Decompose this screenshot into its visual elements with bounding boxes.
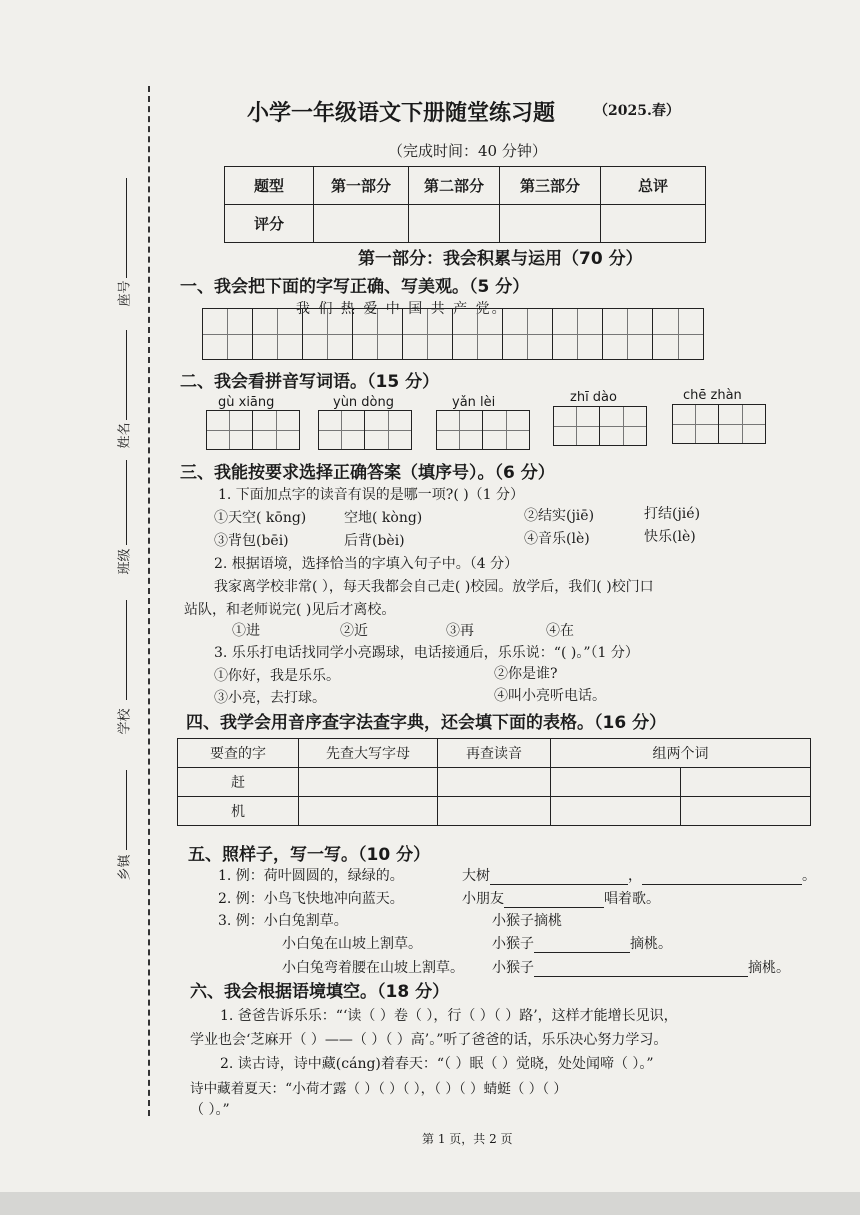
pinyin-grid-5[interactable]	[672, 404, 766, 444]
exam-title: 小学一年级语文下册随堂练习题	[247, 100, 556, 126]
answer-cell[interactable]	[299, 797, 438, 826]
q3-s2-opt: ①进	[232, 623, 260, 639]
q5-e3c: 小白兔弯着腰在山坡上割草。	[282, 960, 464, 976]
score-cell[interactable]	[409, 205, 500, 243]
answer-cell[interactable]	[551, 797, 681, 826]
lookup-header: 要查的字	[178, 739, 299, 768]
pinyin-grid-2[interactable]	[318, 410, 412, 450]
q5-e3-ans: 小猴子摘桃	[492, 913, 562, 929]
lookup-char: 赶	[178, 768, 299, 797]
q3-opt: ②结实(jiē)	[524, 508, 595, 524]
q3-opt: 空地( kòng)	[344, 510, 423, 526]
part1-title: 第一部分：我会积累与运用（70 分）	[358, 249, 643, 269]
q3-s3-opt: ③小亮，去打球。	[214, 690, 326, 706]
lookup-header: 先查大写字母	[299, 739, 438, 768]
q6-line1: 1. 爸爸告诉乐乐：“‘读（ ）卷（ ），行（ ）（ ）路’，这样才能增长见识，	[220, 1008, 678, 1024]
page-edge-shadow	[0, 1192, 860, 1215]
q3-s3-opt: ②你是谁?	[494, 666, 558, 682]
pinyin-3: yǎn lèi	[452, 395, 496, 410]
q3-s3: 3. 乐乐打电话找同学小亮踢球，电话接通后，乐乐说：“( )。”（1 分）	[214, 645, 639, 661]
q6-line3: 2. 读古诗，诗中藏(cáng)着春天：“（ ）眠（ ）觉晓，处处闻啼（ ）。”	[220, 1056, 654, 1072]
seat-label: 座号	[117, 280, 133, 307]
lookup-header: 再查读音	[438, 739, 551, 768]
q1-title: 一、我会把下面的字写正确、写美观。（5 分）	[180, 277, 530, 297]
answer-cell[interactable]	[551, 768, 681, 797]
q6-title: 六、我会根据语境填空。（18 分）	[190, 982, 450, 1002]
q5-e2: 2. 例：小鸟飞快地冲向蓝天。	[218, 891, 404, 907]
name-label: 姓名	[117, 422, 133, 449]
score-row-label: 评分	[225, 205, 314, 243]
pinyin-grid-1[interactable]	[206, 410, 300, 450]
page-footer: 第 1 页，共 2 页	[422, 1132, 513, 1146]
q3-s3-opt: ④叫小亮听电话。	[494, 688, 606, 704]
answer-cell[interactable]	[681, 768, 811, 797]
q4-title: 四、我学会用音序查字法查字典，还会填下面的表格。（16 分）	[186, 713, 667, 733]
lookup-char: 机	[178, 797, 299, 826]
score-cell[interactable]	[601, 205, 706, 243]
q5-e1: 1. 例：荷叶圆圆的，绿绿的。	[218, 868, 404, 884]
q3-s1: 1. 下面加点字的读音有误的是哪一项?( )（1 分）	[218, 487, 525, 503]
class-rule	[126, 460, 127, 545]
q2-title: 二、我会看拼音写词语。（15 分）	[180, 372, 440, 392]
pinyin-2: yùn dòng	[333, 395, 395, 410]
q3-opt: ①天空( kōng)	[214, 510, 307, 526]
answer-cell[interactable]	[438, 768, 551, 797]
binding-dashed-line	[148, 86, 150, 1116]
lookup-table	[177, 738, 811, 826]
school-rule	[126, 600, 127, 700]
q3-s2-opt: ②近	[340, 623, 368, 639]
name-rule	[126, 330, 127, 420]
q3-s2-line2: 站队，和老师说完( )见后才离校。	[184, 602, 396, 618]
q6-line2: 学业也会‘芝麻开（ ）——（ ）（ ）高’。”听了爸爸的话，乐乐决心努力学习。	[190, 1032, 668, 1048]
answer-cell[interactable]	[438, 797, 551, 826]
score-header: 第二部分	[409, 167, 500, 205]
q3-s2: 2. 根据语境，选择恰当的字填入句子中。（4 分）	[214, 556, 519, 572]
answer-cell[interactable]	[299, 768, 438, 797]
q3-opt: ④音乐(lè)	[524, 531, 590, 547]
town-rule	[126, 770, 127, 850]
q6-line5: （ ）。”	[190, 1102, 230, 1118]
lookup-header: 组两个词	[551, 739, 811, 768]
seat-rule	[126, 178, 127, 278]
score-cell[interactable]	[314, 205, 409, 243]
score-header: 第三部分	[500, 167, 601, 205]
score-header: 题型	[225, 167, 314, 205]
q6-line4: 诗中藏着夏天：“小荷才露（ ）（ ）（ ），（ ）（ ）蜻蜓（ ）（ ）	[190, 1081, 568, 1097]
score-cell[interactable]	[500, 205, 601, 243]
q5-e1-ans: 大树 ， 。	[462, 868, 816, 884]
q5-e3b: 小白兔在山坡上割草。	[282, 936, 422, 952]
class-label: 班级	[117, 548, 133, 575]
q1-writing-grid[interactable]	[202, 308, 704, 360]
score-table	[224, 166, 706, 243]
q3-title: 三、我能按要求选择正确答案（填序号）。（6 分）	[180, 463, 555, 483]
q5-e2-ans: 小朋友 唱着歌。	[462, 891, 660, 907]
school-label: 学校	[117, 708, 133, 735]
q3-opt: 打结(jié)	[644, 506, 701, 522]
q5-e3: 3. 例：小白兔割草。	[218, 913, 348, 929]
q5-e3b-ans: 小猴子 摘桃。	[492, 936, 672, 952]
pinyin-grid-3[interactable]	[436, 410, 530, 450]
q5-title: 五、照样子，写一写。（10 分）	[188, 845, 431, 865]
pinyin-4: zhī dào	[570, 390, 617, 405]
exam-term: （2025.春）	[594, 103, 680, 119]
q3-opt: 快乐(lè)	[644, 529, 696, 545]
q3-s2-line1: 我家离学校非常( ），每天我都会自己走( )校园。放学后，我们( )校门口	[214, 579, 654, 595]
score-header: 总评	[601, 167, 706, 205]
town-label: 乡镇	[117, 854, 133, 881]
pinyin-5: chē zhàn	[683, 388, 742, 403]
exam-time: （完成时间：40 分钟）	[388, 142, 547, 160]
q3-s2-opt: ④在	[546, 623, 574, 639]
answer-cell[interactable]	[681, 797, 811, 826]
q5-e3c-ans: 小猴子 摘桃。	[492, 960, 790, 976]
q3-opt: 后背(bèi)	[344, 533, 405, 549]
q3-s3-opt: ①你好，我是乐乐。	[214, 668, 340, 684]
q3-opt: ③背包(bēi)	[214, 533, 289, 549]
pinyin-grid-4[interactable]	[553, 406, 647, 446]
pinyin-1: gù xiāng	[218, 395, 275, 410]
q3-s2-opt: ③再	[446, 623, 474, 639]
score-header: 第一部分	[314, 167, 409, 205]
